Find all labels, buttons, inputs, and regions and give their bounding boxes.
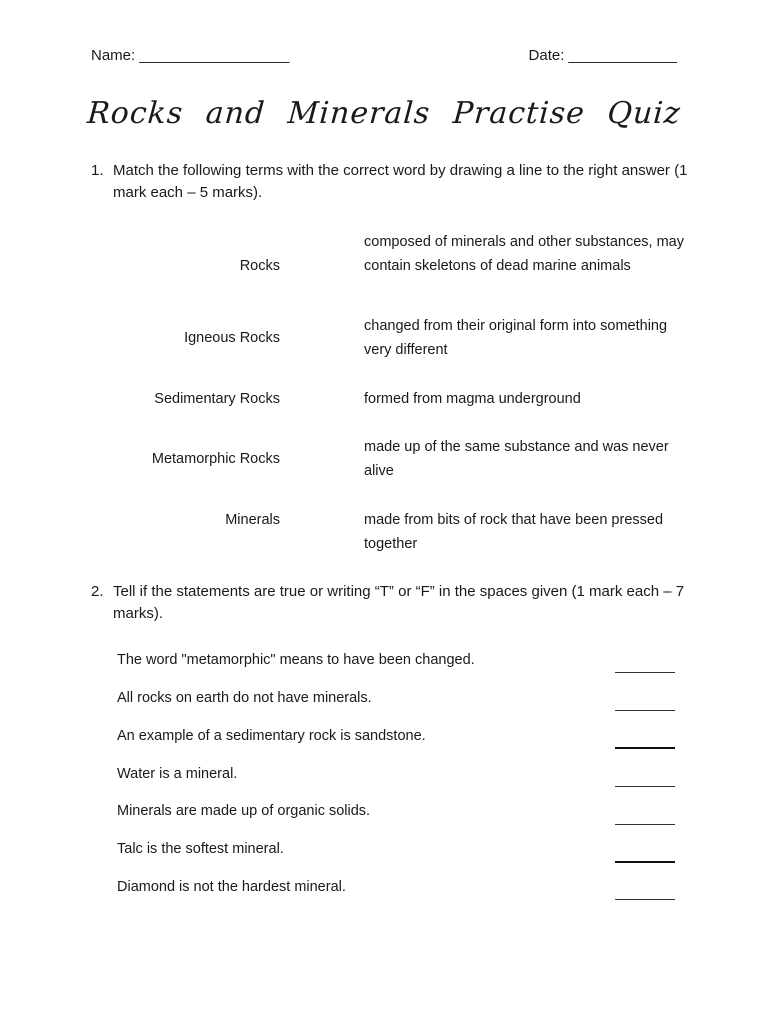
match-term[interactable]: Metamorphic Rocks (151, 451, 280, 467)
name-field[interactable]: Name: __________________ (91, 47, 290, 64)
question-2-number: 2. (91, 583, 104, 600)
question-1 (91, 160, 691, 204)
match-definition[interactable]: formed from magma underground (364, 391, 581, 407)
statement: Diamond is not the hardest mineral. (117, 879, 346, 895)
page-title: Rocks and Minerals Practise Quiz (86, 96, 682, 131)
statement: Minerals are made up of organic solids. (117, 803, 371, 819)
question-1-text: Match the following terms with the correct word by drawing a line to the right answer (1 mark each – 5 marks). (113, 162, 688, 201)
match-definition[interactable]: composed of minerals and other substances, may contain skeletons of dead marine animals (364, 234, 684, 274)
match-definition[interactable]: changed from their original form into something very different (364, 318, 668, 358)
answer-blank[interactable] (615, 747, 675, 749)
date-field[interactable]: Date: _____________ (528, 47, 677, 64)
answer-blank[interactable] (615, 672, 675, 673)
statement: All rocks on earth do not have minerals. (117, 690, 372, 706)
match-term[interactable]: Rocks (239, 258, 280, 274)
match-term[interactable]: Sedimentary Rocks (154, 391, 280, 407)
match-definition[interactable]: made from bits of rock that have been pressed together (364, 512, 664, 552)
answer-blank[interactable] (615, 899, 675, 900)
question-2-text: Tell if the statements are true or writing “T” or “F” in the spaces given (1 mark each – 7 marks). (113, 583, 685, 622)
match-term[interactable]: Minerals (225, 512, 280, 528)
statement: Water is a mineral. (117, 766, 238, 782)
statement: Talc is the softest mineral. (117, 841, 284, 857)
match-definition[interactable]: made up of the same substance and was never alive (364, 439, 669, 479)
answer-blank[interactable] (615, 786, 675, 787)
match-term[interactable]: Igneous Rocks (184, 330, 280, 346)
header-row (91, 47, 677, 69)
answer-blank[interactable] (615, 710, 675, 711)
statement: The word "metamorphic" means to have been changed. (117, 652, 475, 668)
statement: An example of a sedimentary rock is sandstone. (117, 728, 426, 744)
question-1-number: 1. (91, 162, 104, 179)
answer-blank[interactable] (615, 824, 675, 825)
question-2 (91, 581, 691, 625)
answer-blank[interactable] (615, 861, 675, 863)
